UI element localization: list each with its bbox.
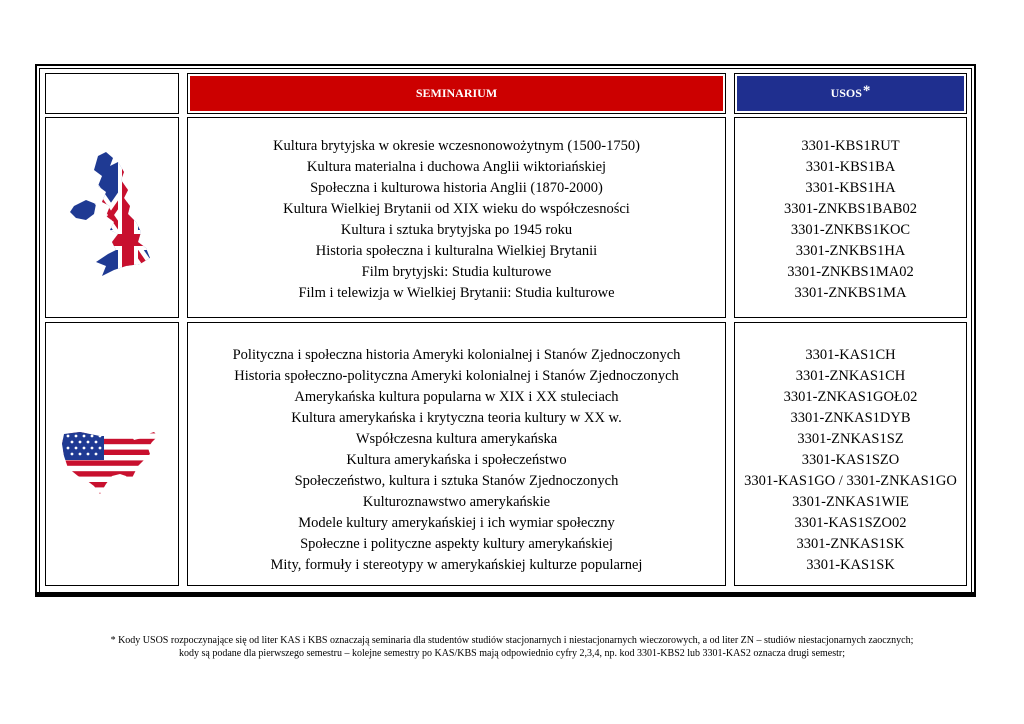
list-item: 3301-ZNKBS1BAB02	[784, 201, 917, 217]
list-item: 3301-KBS1HA	[805, 180, 896, 196]
list-item: Kulturoznawstwo amerykańskie	[362, 494, 551, 510]
list-item: Mity, formuły i stereotypy w amerykańskiej kulturze popularnej	[270, 557, 643, 573]
list-item: 3301-ZNKBS1HA	[795, 243, 906, 259]
list-item: 3301-ZNKAS1SK	[796, 536, 905, 552]
seminar-header-label: SEMINARIUM	[415, 86, 498, 100]
us-seminar-list	[187, 345, 726, 576]
usos-header-label: USOS	[830, 86, 862, 100]
list-item: Historia społeczna i kulturalna Wielkiej Brytanii	[315, 243, 598, 259]
uk-seminar-list	[187, 136, 726, 304]
uk-map-flag-icon	[66, 150, 156, 280]
us-code-list	[734, 345, 967, 576]
list-item: 3301-KAS1SK	[806, 557, 895, 573]
list-item: 3301-ZNKBS1MA02	[787, 264, 914, 280]
footnote-line-1: * Kody USOS rozpoczynające się od liter KAS i KBS oznaczają seminaria dla studentów studiów stacjonarnych i niestacjonarnych wieczorowych, a od liter ZN – studiów niestacjonarnych zaocznych;	[110, 635, 914, 646]
us-map-flag-icon	[60, 428, 162, 498]
list-item: 3301-KBS1RUT	[801, 138, 900, 154]
list-item: Historia społeczno-polityczna Ameryki kolonialnej i Stanów Zjednoczonych	[234, 368, 679, 384]
header-empty-cell	[45, 73, 179, 114]
list-item: 3301-ZNKAS1SZ	[797, 431, 904, 447]
list-item: 3301-ZNKAS1GOŁ02	[783, 389, 918, 405]
list-item: Kultura amerykańska i krytyczna teoria kultury w XX w.	[291, 410, 622, 426]
list-item: 3301-KAS1SZO02	[794, 515, 907, 531]
list-item: 3301-ZNKAS1DYB	[790, 410, 911, 426]
list-item: 3301-ZNKBS1MA	[794, 285, 907, 301]
footnote-line-2: kody są podane dla pierwszego semestru – kolejne semestry po KAS/KBS mają odpowiednio cyfry 2,3,4, np. kod 3301-KBS2 lub 3301-KAS2 oznacza drugi semestr;	[179, 648, 845, 659]
list-item: Modele kultury amerykańskiej i ich wymiar społeczny	[298, 515, 615, 531]
uk-code-list	[734, 136, 967, 304]
list-item: 3301-KAS1SZO	[801, 452, 900, 468]
usos-header	[734, 73, 967, 114]
list-item: 3301-KAS1GO / 3301-ZNKAS1GO	[744, 473, 957, 489]
list-item: Amerykańska kultura popularna w XIX i XX stuleciach	[294, 389, 619, 405]
list-item: Kultura Wielkiej Brytanii od XIX wieku do współczesności	[283, 201, 630, 217]
list-item: 3301-ZNKAS1WIE	[792, 494, 909, 510]
list-item: Polityczna i społeczna historia Ameryki kolonialnej i Stanów Zjednoczonych	[232, 347, 681, 363]
list-item: 3301-KBS1BA	[805, 159, 896, 175]
list-item: Film brytyjski: Studia kulturowe	[361, 264, 552, 280]
list-item: 3301-ZNKBS1KOC	[790, 222, 911, 238]
list-item: Współczesna kultura amerykańska	[355, 431, 558, 447]
list-item: Społeczne i polityczne aspekty kultury amerykańskiej	[300, 536, 613, 552]
list-item: Społeczeństwo, kultura i sztuka Stanów Zjednoczonych	[294, 473, 619, 489]
list-item: 3301-KAS1CH	[805, 347, 896, 363]
footnote	[40, 634, 984, 660]
table-bottom-rule	[35, 592, 976, 596]
list-item: Kultura amerykańska i społeczeństwo	[346, 452, 567, 468]
list-item: Kultura materialna i duchowa Anglii wiktoriańskiej	[306, 159, 607, 175]
list-item: Film i telewizja w Wielkiej Brytanii: Studia kulturowe	[298, 285, 615, 301]
list-item: Kultura i sztuka brytyjska po 1945 roku	[340, 222, 573, 238]
usos-footnote-mark: *	[862, 83, 871, 99]
list-item: Społeczna i kulturowa historia Anglii (1870-2000)	[310, 180, 603, 196]
list-item: Kultura brytyjska w okresie wczesnonowożytnym (1500-1750)	[273, 138, 640, 154]
seminar-header	[187, 73, 726, 114]
list-item: 3301-ZNKAS1CH	[795, 368, 906, 384]
